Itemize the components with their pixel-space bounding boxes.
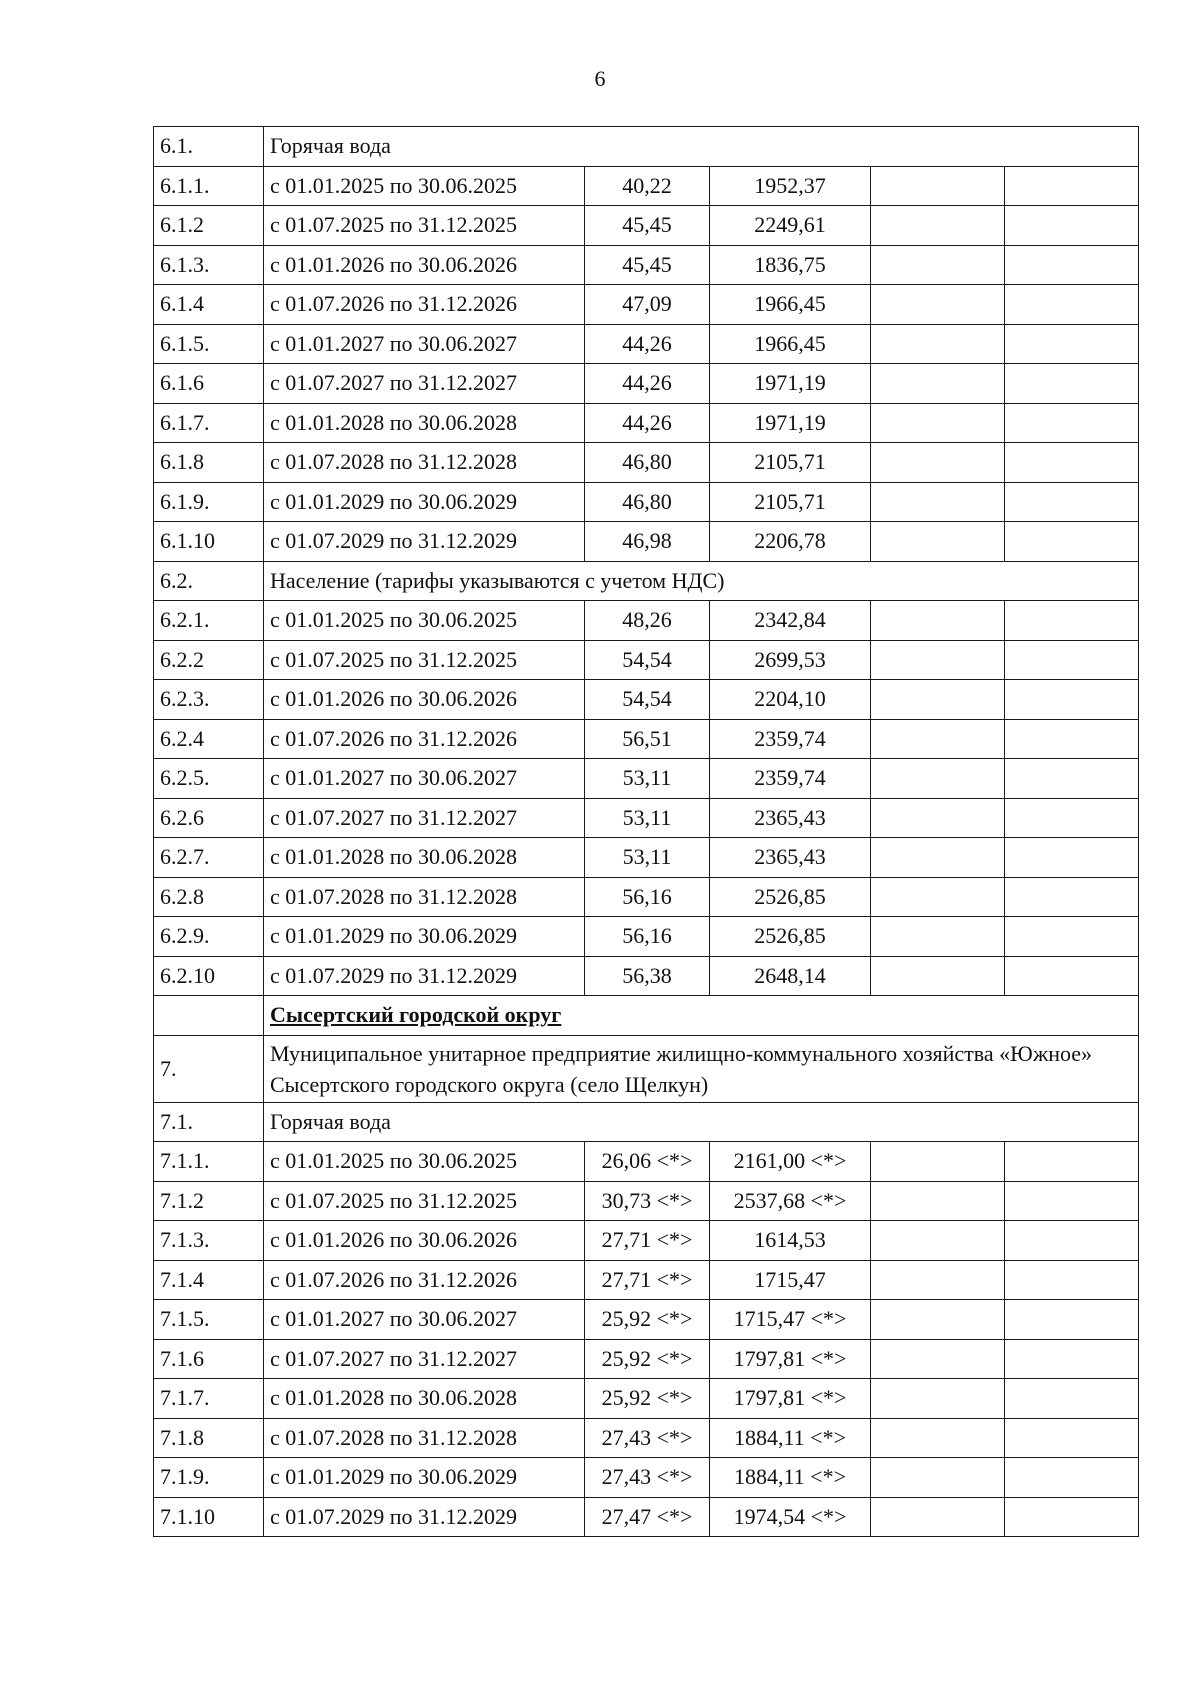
row-period: с 01.01.2029 по 30.06.2029: [264, 917, 585, 957]
row-value-2: 1715,47: [710, 1260, 871, 1300]
table-row: [154, 1300, 1139, 1340]
row-empty-cell: [1005, 1221, 1139, 1261]
row-empty-cell: [871, 601, 1005, 641]
row-period: с 01.01.2027 по 30.06.2027: [264, 1300, 585, 1340]
row-empty-cell: [1005, 1300, 1139, 1340]
row-value-2: 1614,53: [710, 1221, 871, 1261]
row-period: с 01.07.2026 по 31.12.2026: [264, 719, 585, 759]
row-number: 6.2.9.: [154, 917, 264, 957]
row-value-1: 45,45: [585, 245, 710, 285]
row-number: 6.1.8: [154, 443, 264, 483]
row-empty-cell: [871, 1418, 1005, 1458]
row-number: 6.1.6: [154, 364, 264, 404]
row-empty-cell: [1005, 245, 1139, 285]
row-value-2: 1971,19: [710, 403, 871, 443]
row-period: с 01.07.2028 по 31.12.2028: [264, 877, 585, 917]
row-value-2: 1715,47 <*>: [710, 1300, 871, 1340]
row-empty-cell: [1005, 680, 1139, 720]
tariff-table-body: [154, 127, 1139, 1537]
row-value-1: 48,26: [585, 601, 710, 641]
row-number: 6.1.3.: [154, 245, 264, 285]
row-period: с 01.07.2027 по 31.12.2027: [264, 364, 585, 404]
row-number: 6.1.7.: [154, 403, 264, 443]
row-empty-cell: [1005, 522, 1139, 562]
row-period: с 01.07.2026 по 31.12.2026: [264, 285, 585, 325]
row-empty-cell: [1005, 324, 1139, 364]
row-value-1: 25,92 <*>: [585, 1339, 710, 1379]
row-empty-cell: [1005, 719, 1139, 759]
header-row: [154, 127, 1139, 167]
row-empty-cell: [871, 1300, 1005, 1340]
row-number: 6.2.8: [154, 877, 264, 917]
row-empty-cell: [1005, 917, 1139, 957]
row-empty-cell: [871, 403, 1005, 443]
row-value-2: 1952,37: [710, 166, 871, 206]
row-empty-cell: [1005, 798, 1139, 838]
row-empty-cell: [871, 838, 1005, 878]
row-value-2: 1797,81 <*>: [710, 1339, 871, 1379]
table-row: [154, 798, 1139, 838]
row-value-2: 2526,85: [710, 877, 871, 917]
row-value-1: 54,54: [585, 680, 710, 720]
row-empty-cell: [871, 285, 1005, 325]
row-value-1: 27,71 <*>: [585, 1221, 710, 1261]
row-value-1: 56,51: [585, 719, 710, 759]
row-empty-cell: [1005, 166, 1139, 206]
row-value-1: 25,92 <*>: [585, 1300, 710, 1340]
row-value-2: 2161,00 <*>: [710, 1142, 871, 1182]
row-empty-cell: [871, 1142, 1005, 1182]
table-row: [154, 640, 1139, 680]
tariff-table: [153, 126, 1139, 1537]
row-empty-cell: [1005, 601, 1139, 641]
row-value-2: 1974,54 <*>: [710, 1497, 871, 1537]
row-period: с 01.01.2028 по 30.06.2028: [264, 403, 585, 443]
table-row: [154, 443, 1139, 483]
row-number: 6.1.10: [154, 522, 264, 562]
row-empty-cell: [1005, 877, 1139, 917]
row-period: с 01.07.2029 по 31.12.2029: [264, 522, 585, 562]
row-number: 6.1.9.: [154, 482, 264, 522]
row-value-1: 25,92 <*>: [585, 1379, 710, 1419]
row-value-1: 27,43 <*>: [585, 1458, 710, 1498]
row-number: 7.1.10: [154, 1497, 264, 1537]
section-title: Горячая вода: [264, 127, 1139, 167]
row-period: с 01.07.2027 по 31.12.2027: [264, 798, 585, 838]
row-empty-cell: [871, 324, 1005, 364]
section-number: 7.1.: [154, 1102, 264, 1142]
row-number: 6.1.2: [154, 206, 264, 246]
row-value-1: 53,11: [585, 838, 710, 878]
row-number: 7.1.5.: [154, 1300, 264, 1340]
row-value-1: 26,06 <*>: [585, 1142, 710, 1182]
row-empty-cell: [871, 719, 1005, 759]
row-empty-cell: [1005, 403, 1139, 443]
row-empty-cell: [871, 482, 1005, 522]
row-empty-cell: [871, 443, 1005, 483]
row-number: 6.1.4: [154, 285, 264, 325]
row-empty-cell: [1005, 443, 1139, 483]
row-period: с 01.01.2026 по 30.06.2026: [264, 680, 585, 720]
row-value-1: 44,26: [585, 364, 710, 404]
header-row: [154, 561, 1139, 601]
row-value-2: 2105,71: [710, 482, 871, 522]
district-row: [154, 996, 1139, 1036]
row-value-1: 46,80: [585, 443, 710, 483]
row-value-1: 44,26: [585, 403, 710, 443]
row-empty-cell: [871, 1181, 1005, 1221]
row-empty-cell: [871, 640, 1005, 680]
table-row: [154, 206, 1139, 246]
row-empty-cell: [871, 759, 1005, 799]
row-value-2: 2537,68 <*>: [710, 1181, 871, 1221]
row-value-2: 2365,43: [710, 798, 871, 838]
row-value-1: 27,71 <*>: [585, 1260, 710, 1300]
row-period: с 01.01.2025 по 30.06.2025: [264, 166, 585, 206]
row-period: с 01.07.2025 по 31.12.2025: [264, 206, 585, 246]
row-value-1: 27,47 <*>: [585, 1497, 710, 1537]
row-empty-cell: [1005, 1497, 1139, 1537]
row-period: с 01.01.2026 по 30.06.2026: [264, 245, 585, 285]
row-empty-cell: [871, 166, 1005, 206]
table-row: [154, 1497, 1139, 1537]
row-empty-cell: [871, 1339, 1005, 1379]
row-value-2: 1966,45: [710, 324, 871, 364]
row-empty-cell: [1005, 364, 1139, 404]
row-value-2: 2699,53: [710, 640, 871, 680]
section-number: 6.1.: [154, 127, 264, 167]
row-value-2: 2249,61: [710, 206, 871, 246]
header-row: [154, 1102, 1139, 1142]
table-row: [154, 680, 1139, 720]
row-value-2: 1966,45: [710, 285, 871, 325]
section-number: 6.2.: [154, 561, 264, 601]
row-number: 7.1.1.: [154, 1142, 264, 1182]
table-row: [154, 838, 1139, 878]
section-number: [154, 996, 264, 1036]
row-period: с 01.01.2028 по 30.06.2028: [264, 1379, 585, 1419]
row-number: 6.2.5.: [154, 759, 264, 799]
table-row: [154, 1458, 1139, 1498]
table-row: [154, 482, 1139, 522]
table-row: [154, 245, 1139, 285]
page-number: 6: [594, 66, 606, 91]
row-empty-cell: [871, 1497, 1005, 1537]
row-number: 6.2.4: [154, 719, 264, 759]
row-value-2: 1971,19: [710, 364, 871, 404]
row-value-2: 2204,10: [710, 680, 871, 720]
row-empty-cell: [1005, 1142, 1139, 1182]
row-period: с 01.07.2025 по 31.12.2025: [264, 640, 585, 680]
row-empty-cell: [1005, 1418, 1139, 1458]
row-value-2: 1884,11 <*>: [710, 1458, 871, 1498]
row-empty-cell: [871, 680, 1005, 720]
section-title: Сысертский городской округ: [264, 996, 1139, 1036]
row-period: с 01.07.2028 по 31.12.2028: [264, 443, 585, 483]
row-empty-cell: [1005, 1379, 1139, 1419]
row-period: с 01.07.2029 по 31.12.2029: [264, 956, 585, 996]
row-empty-cell: [871, 877, 1005, 917]
row-empty-cell: [1005, 206, 1139, 246]
row-value-1: 40,22: [585, 166, 710, 206]
table-row: [154, 166, 1139, 206]
row-period: с 01.01.2029 по 30.06.2029: [264, 1458, 585, 1498]
row-period: с 01.07.2026 по 31.12.2026: [264, 1260, 585, 1300]
table-row: [154, 1181, 1139, 1221]
row-number: 6.2.1.: [154, 601, 264, 641]
row-value-1: 54,54: [585, 640, 710, 680]
section-title: Население (тарифы указываются с учетом НДС): [264, 561, 1139, 601]
row-number: 7.1.8: [154, 1418, 264, 1458]
row-empty-cell: [1005, 1458, 1139, 1498]
row-number: 7.1.9.: [154, 1458, 264, 1498]
row-value-2: 2365,43: [710, 838, 871, 878]
table-row: [154, 1142, 1139, 1182]
row-empty-cell: [1005, 640, 1139, 680]
row-number: 7.1.2: [154, 1181, 264, 1221]
row-period: с 01.01.2029 по 30.06.2029: [264, 482, 585, 522]
row-value-2: 2526,85: [710, 917, 871, 957]
row-empty-cell: [1005, 1181, 1139, 1221]
table-row: [154, 1221, 1139, 1261]
row-empty-cell: [1005, 956, 1139, 996]
row-value-2: 2206,78: [710, 522, 871, 562]
table-row: [154, 1418, 1139, 1458]
row-number: 6.1.5.: [154, 324, 264, 364]
table-row: [154, 522, 1139, 562]
row-empty-cell: [871, 1458, 1005, 1498]
table-row: [154, 403, 1139, 443]
row-value-2: 2359,74: [710, 719, 871, 759]
row-value-1: 45,45: [585, 206, 710, 246]
row-value-2: 1797,81 <*>: [710, 1379, 871, 1419]
row-empty-cell: [1005, 482, 1139, 522]
row-period: с 01.07.2029 по 31.12.2029: [264, 1497, 585, 1537]
row-empty-cell: [871, 245, 1005, 285]
row-value-2: 2648,14: [710, 956, 871, 996]
row-empty-cell: [871, 917, 1005, 957]
row-value-2: 1836,75: [710, 245, 871, 285]
row-period: с 01.01.2028 по 30.06.2028: [264, 838, 585, 878]
row-empty-cell: [871, 956, 1005, 996]
section-number: 7.: [154, 1035, 264, 1102]
row-empty-cell: [871, 1260, 1005, 1300]
section-title: Горячая вода: [264, 1102, 1139, 1142]
row-empty-cell: [871, 1379, 1005, 1419]
row-value-2: 2359,74: [710, 759, 871, 799]
row-value-1: 56,16: [585, 877, 710, 917]
row-number: 7.1.6: [154, 1339, 264, 1379]
row-empty-cell: [1005, 838, 1139, 878]
row-value-1: 53,11: [585, 759, 710, 799]
row-value-1: 56,38: [585, 956, 710, 996]
row-empty-cell: [871, 798, 1005, 838]
table-row: [154, 1379, 1139, 1419]
row-empty-cell: [871, 364, 1005, 404]
table-row: [154, 956, 1139, 996]
row-number: 6.2.3.: [154, 680, 264, 720]
table-row: [154, 285, 1139, 325]
table-row: [154, 917, 1139, 957]
row-number: 7.1.3.: [154, 1221, 264, 1261]
row-period: с 01.07.2028 по 31.12.2028: [264, 1418, 585, 1458]
table-row: [154, 719, 1139, 759]
table-row: [154, 759, 1139, 799]
org-row: [154, 1035, 1139, 1102]
row-value-1: 53,11: [585, 798, 710, 838]
row-value-2: 2342,84: [710, 601, 871, 641]
row-period: с 01.01.2027 по 30.06.2027: [264, 324, 585, 364]
row-empty-cell: [1005, 759, 1139, 799]
row-empty-cell: [871, 206, 1005, 246]
row-value-1: 27,43 <*>: [585, 1418, 710, 1458]
table-row: [154, 1339, 1139, 1379]
row-number: 6.1.1.: [154, 166, 264, 206]
row-period: с 01.01.2026 по 30.06.2026: [264, 1221, 585, 1261]
row-period: с 01.01.2025 по 30.06.2025: [264, 1142, 585, 1182]
table-row: [154, 877, 1139, 917]
table-row: [154, 324, 1139, 364]
row-period: с 01.01.2027 по 30.06.2027: [264, 759, 585, 799]
row-value-2: 1884,11 <*>: [710, 1418, 871, 1458]
row-value-1: 56,16: [585, 917, 710, 957]
row-period: с 01.01.2025 по 30.06.2025: [264, 601, 585, 641]
row-value-1: 46,80: [585, 482, 710, 522]
row-empty-cell: [1005, 1260, 1139, 1300]
row-empty-cell: [1005, 1339, 1139, 1379]
row-empty-cell: [1005, 285, 1139, 325]
row-empty-cell: [871, 1221, 1005, 1261]
row-value-1: 30,73 <*>: [585, 1181, 710, 1221]
table-row: [154, 601, 1139, 641]
row-empty-cell: [871, 522, 1005, 562]
row-number: 7.1.7.: [154, 1379, 264, 1419]
row-number: 6.2.2: [154, 640, 264, 680]
row-number: 6.2.10: [154, 956, 264, 996]
row-value-1: 46,98: [585, 522, 710, 562]
row-period: с 01.07.2025 по 31.12.2025: [264, 1181, 585, 1221]
table-row: [154, 1260, 1139, 1300]
row-value-2: 2105,71: [710, 443, 871, 483]
row-number: 7.1.4: [154, 1260, 264, 1300]
section-title: Муниципальное унитарное предприятие жилищно-коммунального хозяйства «Южное» Сысертского городского округа (село Щелкун): [264, 1035, 1139, 1102]
row-number: 6.2.7.: [154, 838, 264, 878]
table-row: [154, 364, 1139, 404]
row-value-1: 47,09: [585, 285, 710, 325]
row-number: 6.2.6: [154, 798, 264, 838]
row-value-1: 44,26: [585, 324, 710, 364]
row-period: с 01.07.2027 по 31.12.2027: [264, 1339, 585, 1379]
